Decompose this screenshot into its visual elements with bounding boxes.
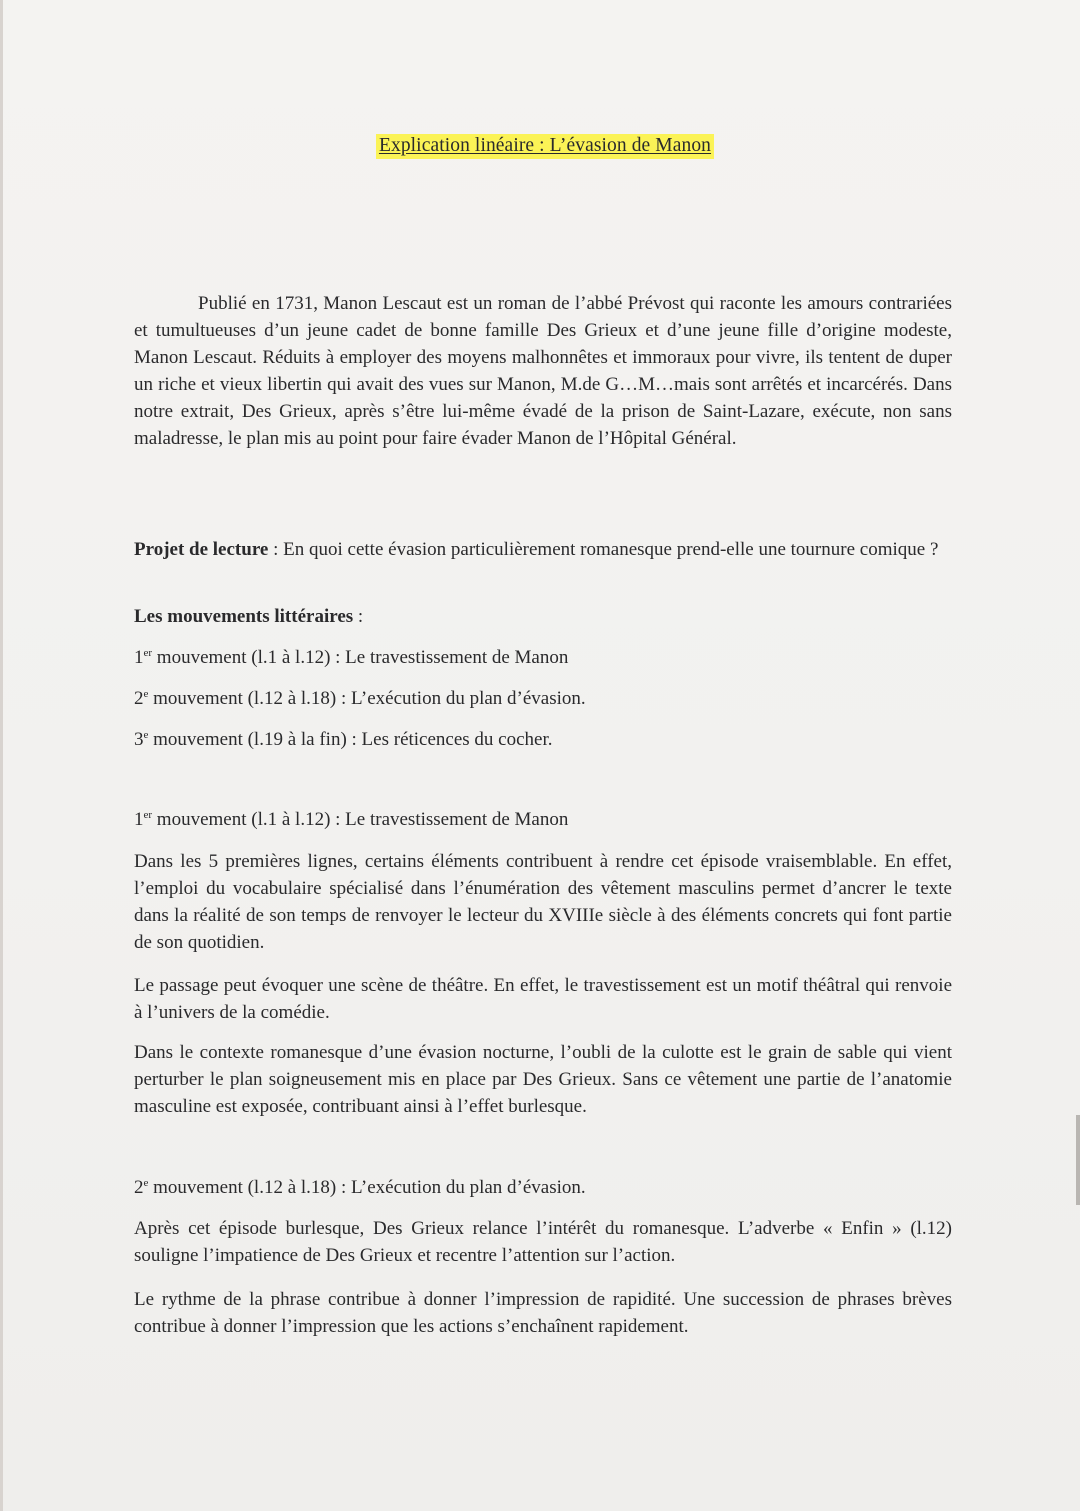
mouvement-text: mouvement (l.1 à l.12) : Le travestissement de Manon [152, 647, 569, 668]
intro-paragraph: Publié en 1731, Manon Lescaut est un roman de l’abbé Prévost qui raconte les amours contrariées et tumultueuses d’un jeune cadet de bonne famille Des Grieux et d’une jeune fille d’origine modeste, Manon Lescaut. Réduits à employer des moyens malhonnêtes et immoraux pour vivre, ils tentent de duper un riche et vieux libertin qui avait des vues sur Manon, M.de G…M…mais sont arrêtés et incarcérés. Dans notre extrait, Des Grieux, après s’être lui-même évadé de la prison de Saint-Lazare, exécute, non sans maladresse, le plan mis au point pour faire évader Manon de l’Hôpital Général. [134, 293, 952, 449]
section-number: 2 [134, 1177, 144, 1198]
mouvement-number: 1 [134, 647, 144, 668]
mouvement-number: 3 [134, 729, 144, 750]
mouvement-item-3 [134, 729, 553, 751]
mouvement-text: mouvement (l.12 à l.18) : L’exécution du plan d’évasion. [148, 688, 586, 709]
section-2-paragraph-1: Après cet épisode burlesque, Des Grieux relance l’intérêt du romanesque. L’adverbe « Enfin » (l.12) souligne l’impatience de Des Grieux et recentre l’attention sur l’action. [134, 1218, 952, 1266]
section-1-paragraph-3: Dans le contexte romanesque d’une évasion nocturne, l’oubli de la culotte est le grain de sable qui vient perturber le plan soigneusement mis en place par Des Grieux. Sans ce vêtement une partie de l’anatomie masculine est exposée, contribuant ainsi à l’effet burlesque. [134, 1042, 952, 1117]
projet-label: Projet de lecture [134, 539, 269, 560]
section-1-heading [134, 809, 568, 831]
section-1-paragraph-2: Le passage peut évoquer une scène de théâtre. En effet, le travestissement est un motif théâtral qui renvoie à l’univers de la comédie. [134, 975, 952, 1023]
projet-de-lecture [134, 536, 952, 563]
mouvement-text: mouvement (l.19 à la fin) : Les réticences du cocher. [148, 729, 553, 750]
document-title: Explication linéaire : L’évasion de Manon [376, 134, 714, 159]
mouvement-item-2 [134, 688, 586, 710]
section-ordinal: er [143, 809, 153, 821]
mouvement-ordinal: er [143, 647, 153, 659]
page-edge-shadow [1076, 1115, 1080, 1205]
mouvement-ordinal: e [143, 729, 149, 741]
section-ordinal: e [143, 1177, 149, 1189]
mouvements-label: Les mouvements littéraires [134, 606, 354, 627]
mouvement-ordinal: e [143, 688, 149, 700]
section-heading-text: mouvement (l.12 à l.18) : L’exécution du plan d’évasion. [148, 1177, 586, 1198]
mouvement-number: 2 [134, 688, 144, 709]
title-container [0, 134, 1080, 159]
mouvement-item-1 [134, 647, 568, 669]
mouvements-heading [134, 606, 363, 628]
section-number: 1 [134, 809, 144, 830]
projet-text: : En quoi cette évasion particulièrement romanesque prend-elle une tournure comique ? [268, 539, 939, 560]
section-1-paragraph-1: Dans les 5 premières lignes, certains éléments contribuent à rendre cet épisode vraisemblable. En effet, l’emploi du vocabulaire spécialisé dans l’énumération des vêtement masculins permet d’ancrer le texte dans la réalité de son temps de renvoyer le lecteur du XVIIIe siècle à des éléments concrets qui font partie de son quotidien. [134, 851, 952, 953]
section-2-paragraph-2: Le rythme de la phrase contribue à donner l’impression de rapidité. Une succession de phrases brèves contribue à donner l’impression que les actions s’enchaînent rapidement. [134, 1289, 952, 1337]
mouvements-suffix: : [353, 606, 364, 627]
section-heading-text: mouvement (l.1 à l.12) : Le travestissement de Manon [152, 809, 569, 830]
section-2-heading [134, 1177, 586, 1199]
page-edge [0, 0, 3, 1511]
